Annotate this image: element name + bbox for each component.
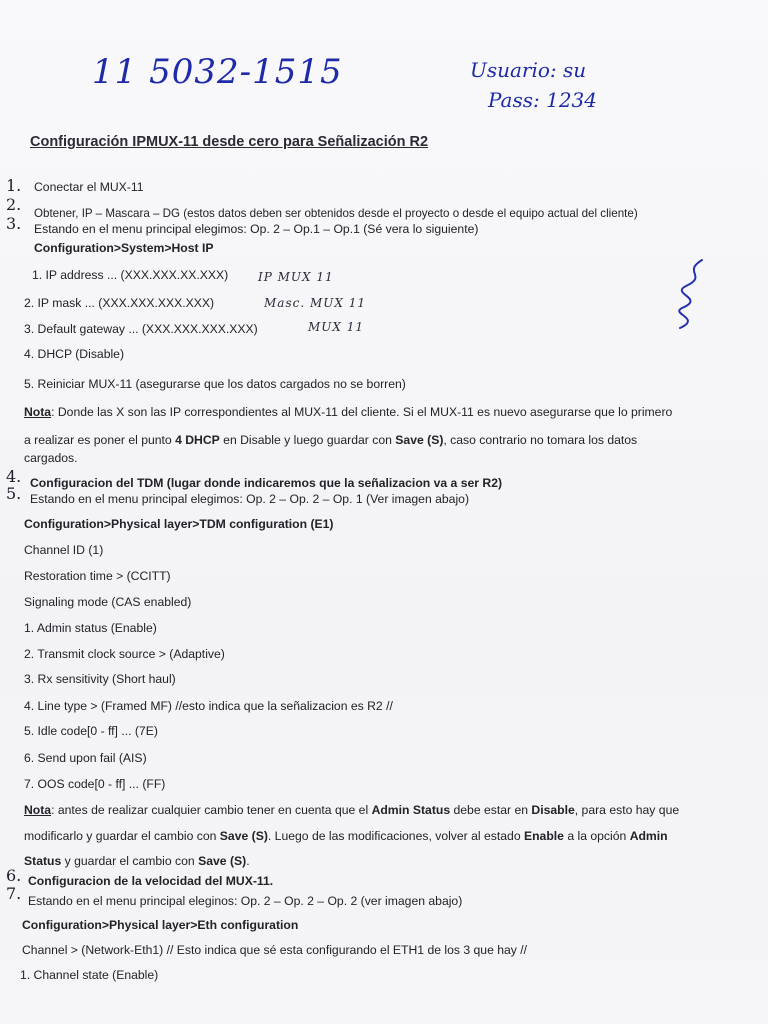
handwritten-step-number: 4. [6, 467, 22, 486]
list-item: Channel ID (1) [24, 543, 104, 557]
handwritten-password: Pass: 1234 [488, 88, 598, 112]
handwritten-step-number: 1. [6, 176, 22, 195]
handwritten-step-number: 3. [6, 214, 22, 233]
list-item-default-gateway: 3. Default gateway ... (XXX.XXX.XXX.XXX) [24, 322, 258, 336]
note-tdm-line-3: Status y guardar el cambio con Save (S). [24, 854, 250, 868]
menu-path-host-ip: Configuration>System>Host IP [34, 241, 214, 255]
handwritten-step-number: 2. [6, 195, 22, 214]
handwritten-mask-note: Masc. MUX 11 [264, 296, 366, 310]
list-item-ip-address: 1. IP address ... (XXX.XXX.XX.XXX) [32, 268, 229, 282]
handwritten-gateway-note: MUX 11 [308, 320, 365, 334]
handwritten-step-number: 5. [6, 484, 22, 503]
list-item-dhcp: 4. DHCP (Disable) [24, 347, 125, 361]
step-3: Estando en el menu principal elegimos: Op. 2 – Op.1 – Op.1 (Sé vera lo siguiente) [34, 222, 479, 236]
list-item: Signaling mode (CAS enabled) [24, 595, 192, 609]
handwritten-ip-note: IP MUX 11 [258, 270, 334, 284]
note-tdm-line-2: modificarlo y guardar el cambio con Save (S). Luego de las modificaciones, volver al estado Enable a la opción Admin [24, 829, 668, 843]
note-host-ip-line-2: a realizar es poner el punto 4 DHCP en Disable y luego guardar con Save (S), caso contrario no tomara los datos [24, 433, 638, 447]
document-title: Configuración IPMUX-11 desde cero para Señalización R2 [30, 134, 429, 150]
step-2: Obtener, IP – Mascara – DG (estos datos deben ser obtenidos desde el proyecto o desde el equipo actual del cliente) [34, 207, 638, 220]
note-host-ip-line-3: cargados. [24, 451, 78, 465]
handwritten-step-number: 6. [6, 866, 22, 885]
step-1: Conectar el MUX-11 [34, 180, 144, 194]
list-item: 7. OOS code[0 - ff] ... (FF) [24, 777, 166, 791]
list-item: 1. Channel state (Enable) [20, 968, 159, 982]
step-6: Configuracion de la velocidad del MUX-11. [28, 874, 274, 888]
step-4: Configuracion del TDM (lugar donde indicaremos que la señalizacion va a ser R2) [30, 476, 503, 490]
menu-path-tdm: Configuration>Physical layer>TDM configuration (E1) [24, 517, 334, 531]
note-label: Nota [24, 803, 52, 817]
menu-path-eth: Configuration>Physical layer>Eth configuration [22, 918, 299, 932]
list-item: 2. Transmit clock source > (Adaptive) [24, 647, 225, 661]
list-item-reiniciar: 5. Reiniciar MUX-11 (asegurarse que los datos cargados no se borren) [24, 377, 406, 391]
list-item: 6. Send upon fail (AIS) [24, 751, 147, 765]
list-item: 4. Line type > (Framed MF) //esto indica que la señalizacion es R2 // [24, 699, 393, 713]
handwritten-reference-number: 11 5032-1515 [92, 52, 343, 92]
handwritten-squiggle-mark [672, 258, 716, 330]
handwritten-user: Usuario: su [470, 58, 587, 82]
list-item: Channel > (Network-Eth1) // Esto indica que sé esta configurando el ETH1 de los 3 que hay // [22, 943, 528, 957]
list-item-ip-mask: 2. IP mask ... (XXX.XXX.XXX.XXX) [24, 296, 215, 310]
list-item: Restoration time > (CCITT) [24, 569, 171, 583]
step-5: Estando en el menu principal elegimos: Op. 2 – Op. 2 – Op. 1 (Ver imagen abajo) [30, 492, 469, 506]
note-host-ip-line-1: Nota: Donde las X son las IP correspondientes al MUX-11 del cliente. Si el MUX-11 es nuevo asegurarse que lo primero [24, 405, 673, 419]
note-label: Nota [24, 405, 52, 419]
step-7: Estando en el menu principal eleginos: Op. 2 – Op. 2 – Op. 2 (ver imagen abajo) [28, 894, 463, 908]
list-item: 5. Idle code[0 - ff] ... (7E) [24, 724, 158, 738]
list-item: 3. Rx sensitivity (Short haul) [24, 672, 176, 686]
handwritten-step-number: 7. [6, 884, 22, 903]
note-tdm-line-1: Nota: antes de realizar cualquier cambio tener en cuenta que el Admin Status debe estar en Disable, para esto hay que [24, 803, 680, 817]
list-item: 1. Admin status (Enable) [24, 621, 157, 635]
